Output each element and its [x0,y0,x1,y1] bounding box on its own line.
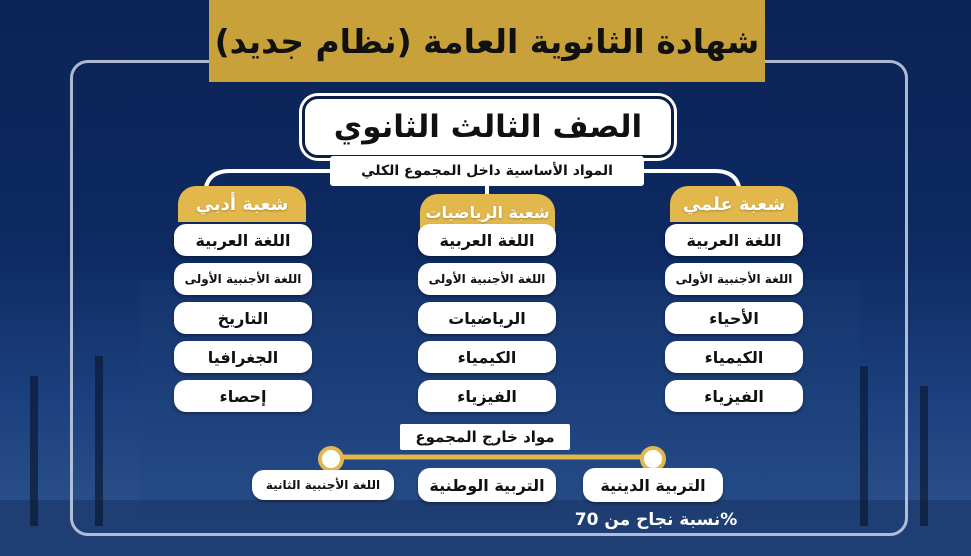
subject-item: اللغة الأجنبية الأولى [665,263,803,295]
outside-subject-item: اللغة الأجنبية الثانية [252,470,394,500]
subject-item: اللغة الأجنبية الأولى [174,263,312,295]
pass-rate: نسبة نجاح من 70% [574,510,738,530]
subject-item: الكيمياء [665,341,803,373]
subject-item: إحصاء [174,380,312,412]
title-banner [209,0,765,82]
subject-item: اللغة الأجنبية الأولى [418,263,556,295]
subject-item: الجغرافيا [174,341,312,373]
outside-subject-item: التربية الدينية [583,468,723,502]
grade-title: الصف الثالث الثانوي [333,109,643,145]
track-header-science [670,186,798,222]
grade-box [302,96,674,158]
track-header-literary [178,186,306,222]
subject-item: اللغة العربية [174,224,312,256]
subject-item: الفيزياء [418,380,556,412]
outside-subject-item: التربية الوطنية [418,468,556,502]
connector-dot-left [318,446,344,472]
outside-subjects-label-box [400,424,570,450]
subject-item: الفيزياء [665,380,803,412]
track-name: شعبة الرياضيات [425,202,550,222]
page-title: شهادة الثانوية العامة (نظام جديد) [214,21,760,61]
core-subjects-label: المواد الأساسية داخل المجموع الكلي [361,163,613,179]
subject-item: الكيمياء [418,341,556,373]
subject-item: التاريخ [174,302,312,334]
outside-subjects-label: مواد خارج المجموع [415,428,555,446]
track-name: شعبة أدبي [195,193,289,215]
core-subjects-label-box [330,156,644,186]
pass-rate-box [566,508,746,532]
subject-item: الرياضيات [418,302,556,334]
subject-item: اللغة العربية [665,224,803,256]
subject-item: اللغة العربية [418,224,556,256]
subject-item: الأحياء [665,302,803,334]
track-name: شعبة علمي [682,193,786,215]
